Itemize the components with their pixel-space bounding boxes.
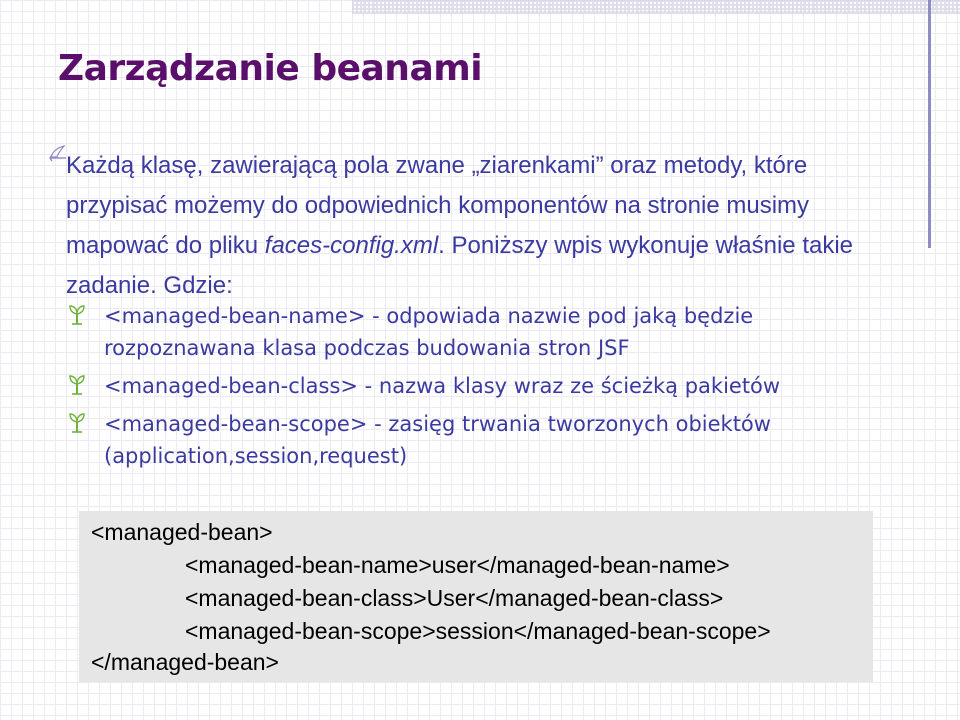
list-item: [66, 300, 896, 364]
bullet-text: <managed-bean-class> - nazwa klasy wraz ze ścieżką pakietów: [104, 374, 781, 398]
code-line-close: </managed-bean>: [91, 649, 279, 675]
list-item: [66, 408, 896, 472]
bullet-text: <managed-bean-scope> - zasięg trwania tworzonych obiektów (application,session,request): [104, 412, 771, 468]
lead-text-after: . Poniższy wpis wykonuje właśnie takie zadanie. Gdzie:: [66, 232, 854, 299]
config-filename: faces-config.xml: [264, 232, 439, 259]
slide-title: Zarządzanie beanami: [58, 48, 483, 89]
bullet-list: [66, 300, 896, 478]
lead-text-before: Każdą klasę, zawierającą pola zwane „ziarenkami” oraz metody, które przypisać możemy do odpowiednich komponentów na stronie musimy mapować do pliku: [66, 152, 810, 259]
decorative-top-band: [352, 0, 960, 14]
sprout-bullet-icon: [66, 304, 88, 326]
code-line-class: <managed-bean-class>User</managed-bean-class>: [185, 585, 724, 611]
sprout-bullet-icon: [66, 374, 88, 396]
sprout-bullet-icon: [66, 412, 88, 434]
code-line-open: <managed-bean>: [91, 519, 273, 545]
code-sample-box: [79, 511, 873, 682]
code-line-name: <managed-bean-name>user</managed-bean-name>: [185, 552, 730, 578]
list-item: [66, 370, 896, 402]
lead-paragraph: [66, 146, 906, 306]
quill-arrow-icon: [48, 144, 68, 168]
bullet-text: <managed-bean-name> - odpowiada nazwie pod jaką będzie rozpoznawana klasa podczas budowania stron JSF: [104, 304, 754, 360]
code-line-scope: <managed-bean-scope>session</managed-bean-scope>: [185, 618, 771, 644]
decorative-right-rule: [928, 0, 931, 248]
